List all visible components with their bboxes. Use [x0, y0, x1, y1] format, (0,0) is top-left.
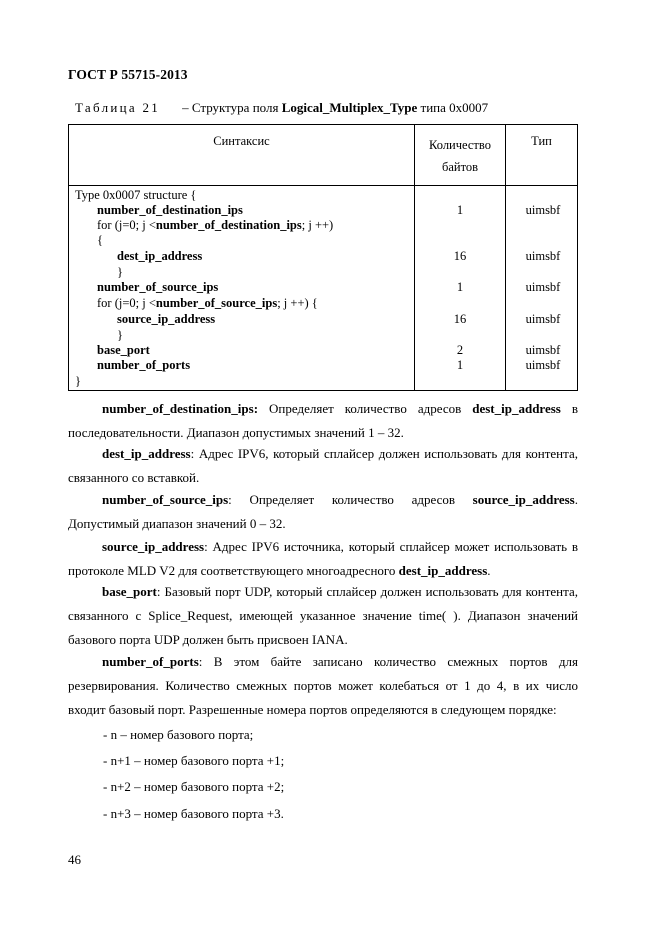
- paragraph-number-of-source-ips: number_of_source_ips: Определяет количество адресов source_ip_address. Допустимый диапазон значений 0 – 32.: [68, 492, 578, 531]
- table-header-row: [69, 125, 578, 186]
- type-value: uimsbf: [525, 343, 561, 357]
- syntax-line: for (j=0; j <number_of_destination_ips; j ++): [97, 218, 334, 232]
- count-value: 1: [456, 203, 464, 217]
- type-value: uimsbf: [525, 312, 561, 326]
- count-value: 2: [456, 343, 464, 357]
- table-caption-label: Таблица 21: [75, 100, 161, 115]
- header-count: [415, 125, 506, 186]
- type-value: uimsbf: [525, 203, 561, 217]
- type-value: uimsbf: [525, 358, 561, 372]
- list-item: - n+3 – номер базового порта +3.: [103, 806, 284, 821]
- table-caption: [75, 100, 488, 116]
- count-value: 1: [456, 358, 464, 372]
- paragraph-source-ip-address: source_ip_address: Адрес IPV6 источника, который сплайсер может использовать в протоколе MLD V2 для соответствующего многоадресного dest_ip_address.: [68, 539, 578, 578]
- syntax-line: dest_ip_address: [117, 249, 203, 263]
- header-syntax: Синтаксис: [69, 125, 415, 186]
- list-item: - n – номер базового порта;: [103, 727, 254, 742]
- syntax-line: number_of_ports: [97, 358, 191, 372]
- syntax-line: }: [75, 374, 81, 388]
- structure-table: [68, 124, 578, 391]
- table-caption-field: Logical_Multiplex_Type: [281, 100, 418, 115]
- paragraph-dest-ip-address: dest_ip_address: Адрес IPV6, который сплайсер должен использовать для контента, связанного со вставкой.: [68, 446, 578, 485]
- syntax-line: {: [97, 233, 103, 247]
- table-caption-suffix: типа 0x0007: [417, 100, 489, 115]
- syntax-line: Type 0x0007 structure {: [75, 188, 197, 202]
- header-type: Тип: [506, 125, 578, 186]
- paragraph-number-of-destination-ips: number_of_destination_ips: Определяет количество адресов dest_ip_address в последовательности. Диапазон допустимых значений 1 – 32.: [68, 401, 578, 440]
- list-item: - n+1 – номер базового порта +1;: [103, 753, 285, 768]
- syntax-line: number_of_source_ips: [97, 280, 219, 294]
- standard-designation: ГОСТ Р 55715-2013: [68, 67, 188, 82]
- syntax-line: }: [117, 328, 123, 342]
- syntax-line: number_of_destination_ips: [97, 203, 243, 217]
- syntax-cell: [69, 186, 415, 391]
- count-value: 16: [453, 249, 467, 263]
- syntax-line: }: [117, 265, 123, 279]
- table-caption-dash: – Структура поля: [182, 100, 282, 115]
- count-cell: [415, 186, 506, 391]
- type-value: uimsbf: [525, 280, 561, 294]
- header-count-line1: Количество: [429, 138, 491, 152]
- syntax-line: base_port: [97, 343, 150, 357]
- header-count-line2: байтов: [441, 160, 479, 174]
- type-cell: [506, 186, 578, 391]
- count-value: 16: [453, 312, 467, 326]
- type-value: uimsbf: [525, 249, 561, 263]
- syntax-line: for (j=0; j <number_of_source_ips; j ++) {: [97, 296, 318, 310]
- count-value: 1: [456, 280, 464, 294]
- paragraph-base-port: base_port: Базовый порт UDP, который сплайсер должен использовать для контента, связанного с Splice_Request, имеющей указанное значение time( ). Диапазон значений базового порта UDP должен быть присвоен IANA.: [68, 584, 578, 647]
- paragraph-number-of-ports: number_of_ports: В этом байте записано количество смежных портов для резервирования. Количество смежных портов может колебаться от 1 до 4, в их число входит базовый порт. Разрешенные номера портов определяются в следующем порядке:: [68, 654, 578, 717]
- list-item: - n+2 – номер базового порта +2;: [103, 779, 285, 794]
- table-body-row: [69, 186, 578, 391]
- syntax-line: source_ip_address: [117, 312, 216, 326]
- page-number: 46: [68, 852, 81, 867]
